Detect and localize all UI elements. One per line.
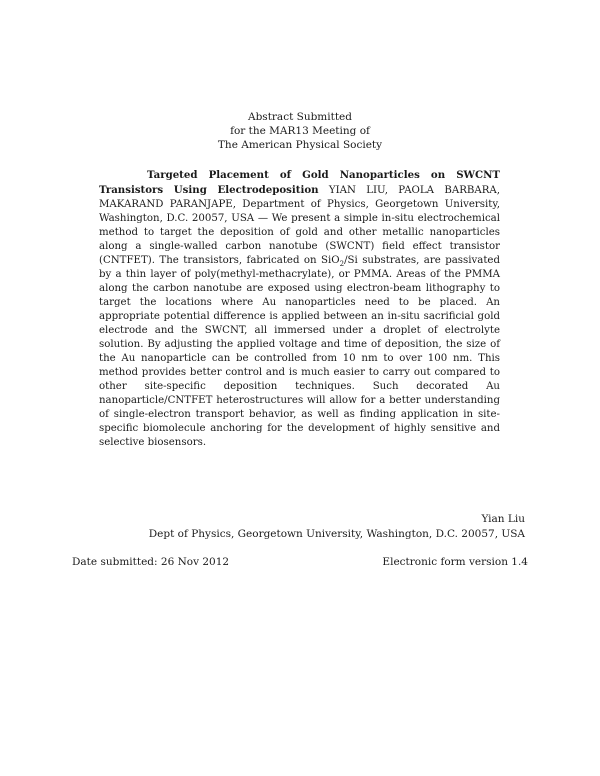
- abstract-title: Targeted Placement of Gold Nanoparticles on SWCNT Transistors Using Electrodeposition: [99, 169, 500, 196]
- abstract-authors: YIAN LIU, PAOLA BARBARA, MAKARAND PARANJAPE, Department of Physics, Georgetown University, Washington, D.C. 20057, USA: [99, 185, 500, 224]
- abstract-body-part2: /Si substrates, are passivated by a thin layer of poly(methyl-methacrylate), or PMMA. Areas of the PMMA along the carbon nanotube are exposed using electron-beam lithography to target the locations where Au nanoparticles need to be placed. An appropriate potential difference is applied between an in-situ sacrificial gold electrode and the SWCNT, all immersed under a droplet of electrolyte solution. By adjusting the applied voltage and time of deposition, the size of the Au nanoparticle can be controlled from 10 nm to over 100 nm. This method provides better control and is much easier to carry out compared to other site-specific deposition techniques. Such decorated Au nanoparticle/CNTFET heterostructures will allow for a better understanding of single-electron transport behavior, as well as finding application in site-specific biomolecule anchoring for the development of highly sensitive and selective biosensors.: [99, 255, 500, 448]
- date-submitted: Date submitted: 26 Nov 2012: [72, 556, 230, 568]
- submitter-affiliation: Dept of Physics, Georgetown University, Washington, D.C. 20057, USA: [148, 528, 525, 540]
- abstract-paragraph: [99, 168, 500, 450]
- header-line-society: The American Physical Society: [217, 139, 383, 151]
- form-version: Electronic form version 1.4: [382, 556, 528, 568]
- abstract-subscript: 2: [339, 260, 345, 269]
- abstract-separator: —: [257, 213, 269, 224]
- abstract-body-part1: We present a simple in-situ electrochemical method to target the deposition of gold and other metallic nanoparticles along a single-walled carbon nanotube (SWCNT) field effect transistor (CNTFET). The transistors, fabricated on SiO: [99, 213, 501, 266]
- submitter-block: [149, 512, 525, 542]
- header-line-abstract-submitted: Abstract Submitted: [248, 111, 352, 123]
- header-line-meeting: for the MAR13 Meeting of: [230, 125, 370, 137]
- submission-header: [0, 110, 600, 152]
- submitter-name: Yian Liu: [481, 513, 525, 525]
